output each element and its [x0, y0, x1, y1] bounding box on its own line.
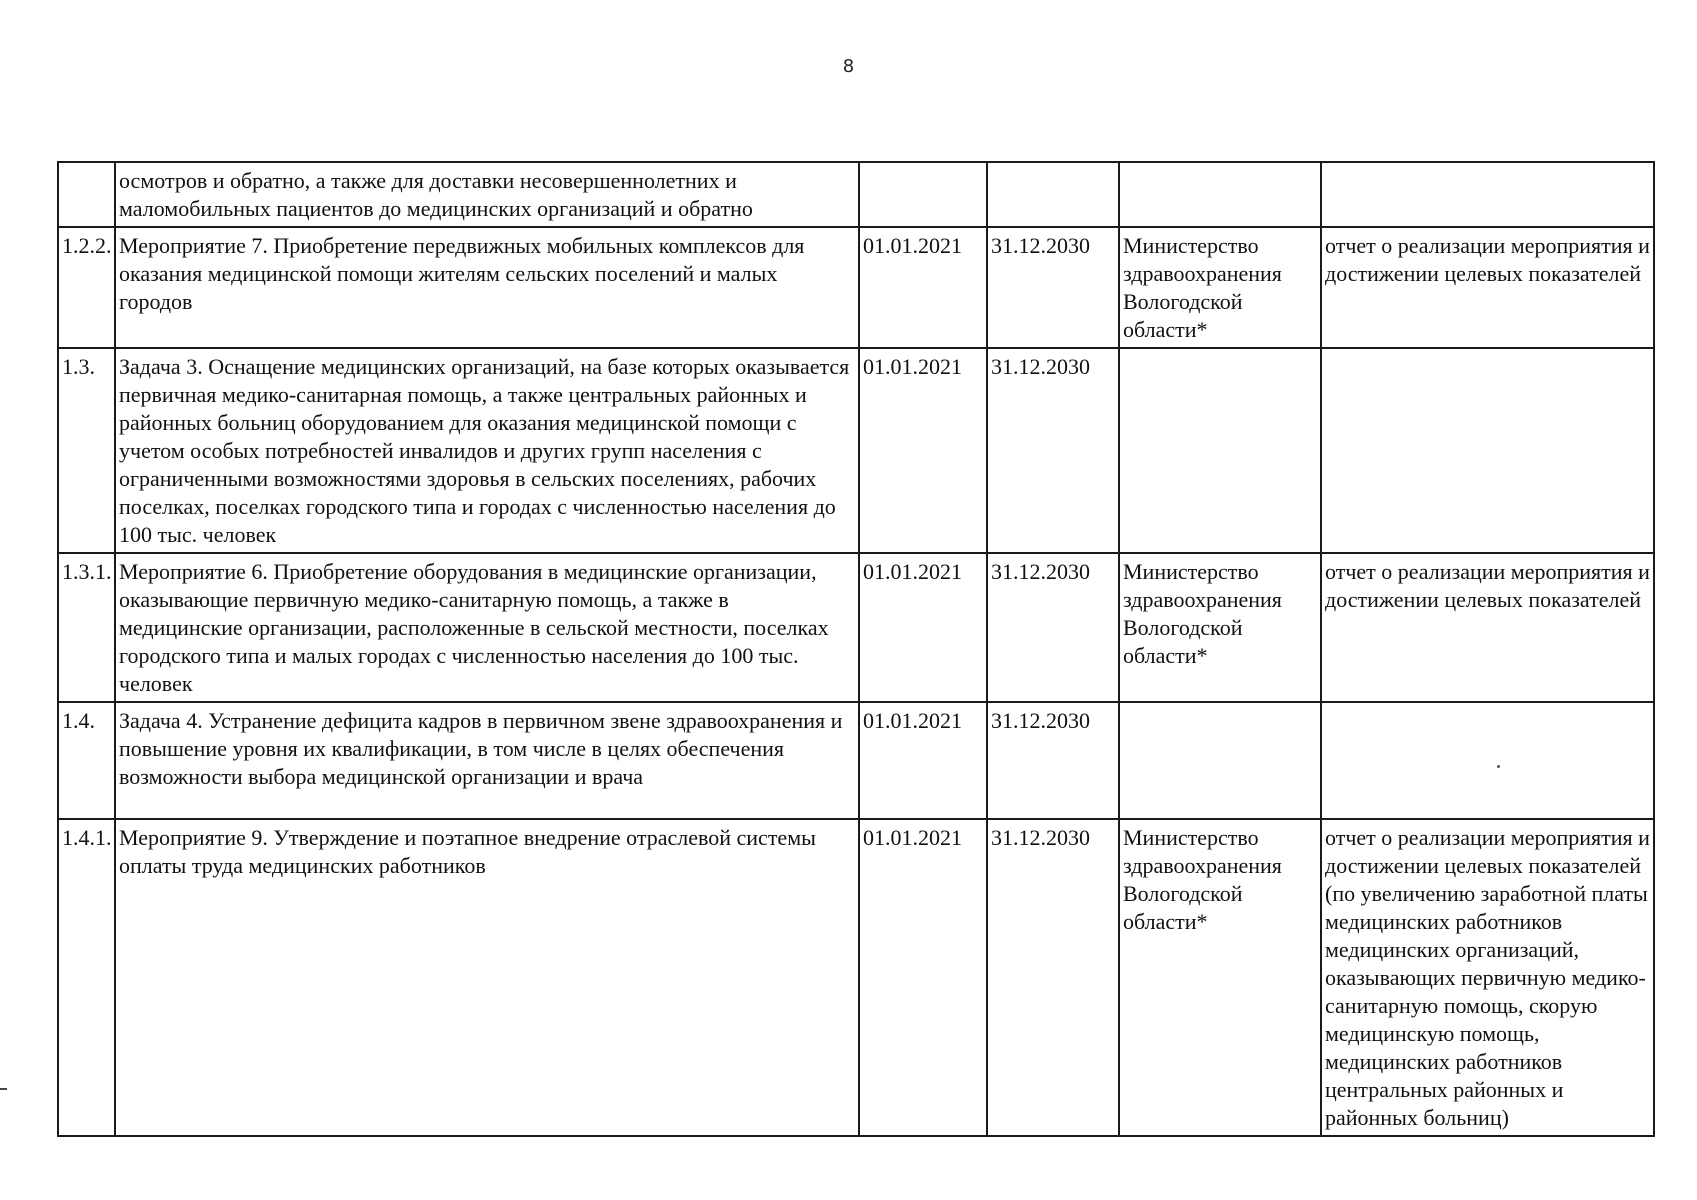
executor-cell [1119, 162, 1321, 227]
result-cell: отчет о реализации мероприятия и достижении целевых показателей [1321, 227, 1654, 348]
end-date-cell: 31.12.2030 [987, 553, 1119, 702]
end-date-cell: 31.12.2030 [987, 819, 1119, 1136]
row-number-cell: 1.3.1. [58, 553, 115, 702]
table-row [58, 162, 1654, 227]
executor-cell: Министерство здравоохранения Вологодской области* [1119, 553, 1321, 702]
end-date-cell [987, 162, 1119, 227]
row-number-cell [58, 162, 115, 227]
result-cell [1321, 348, 1654, 553]
start-date-cell: 01.01.2021 [859, 553, 987, 702]
scan-edge-mark [0, 1088, 7, 1090]
end-date-cell: 31.12.2030 [987, 227, 1119, 348]
end-date-cell: 31.12.2030 [987, 702, 1119, 819]
executor-cell: Министерство здравоохранения Вологодской области* [1119, 819, 1321, 1136]
result-cell [1321, 702, 1654, 819]
table-row [58, 348, 1654, 553]
row-number-cell: 1.4.1. [58, 819, 115, 1136]
executor-cell [1119, 348, 1321, 553]
start-date-cell: 01.01.2021 [859, 227, 987, 348]
table-row [58, 553, 1654, 702]
table-row [58, 819, 1654, 1136]
start-date-cell: 01.01.2021 [859, 819, 987, 1136]
result-cell: отчет о реализации мероприятия и достижении целевых показателей (по увеличению заработной платы медицинских работников медицинских организаций, оказывающих первичную медико-санитарную помощь, скорую медицинскую помощь, медицинских работников центральных районных и районных больниц) [1321, 819, 1654, 1136]
start-date-cell: 01.01.2021 [859, 702, 987, 819]
task-name-cell: Задача 3. Оснащение медицинских организаций, на базе которых оказывается первичная медико-санитарная помощь, а также центральных районных и районных больниц оборудованием для оказания медицинской помощи с учетом особых потребностей инвалидов и других групп населения с ограниченными возможностями здоровья в сельских поселениях, рабочих поселках, поселках городского типа и городах с численностью населения до 100 тыс. человек [115, 348, 859, 553]
measure-name-cell: Мероприятие 7. Приобретение передвижных мобильных комплексов для оказания медицинской помощи жителям сельских поселений и малых городов [115, 227, 859, 348]
result-cell: отчет о реализации мероприятия и достижении целевых показателей [1321, 553, 1654, 702]
row-number-cell: 1.2.2. [58, 227, 115, 348]
start-date-cell [859, 162, 987, 227]
measure-name-cell: Мероприятие 6. Приобретение оборудования в медицинские организации, оказывающие первичную медико-санитарную помощь, а также в медицинские организации, расположенные в сельской местности, поселках городского типа и малых городах с численностью населения до 100 тыс. человек [115, 553, 859, 702]
executor-cell: Министерство здравоохранения Вологодской области* [1119, 227, 1321, 348]
table-row [58, 227, 1654, 348]
start-date-cell: 01.01.2021 [859, 348, 987, 553]
page-number: 8 [842, 56, 855, 77]
task-name-cell: Задача 4. Устранение дефицита кадров в первичном звене здравоохранения и повышение уровня их квалификации, в том числе в целях обеспечения возможности выбора медицинской организации и врача [115, 702, 859, 819]
measure-name-cell: Мероприятие 9. Утверждение и поэтапное внедрение отраслевой системы оплаты труда медицинских работников [115, 819, 859, 1136]
executor-cell [1119, 702, 1321, 819]
row-number-cell: 1.4. [58, 702, 115, 819]
end-date-cell: 31.12.2030 [987, 348, 1119, 553]
row-number-cell: 1.3. [58, 348, 115, 553]
table-row [58, 702, 1654, 819]
measures-table [57, 161, 1655, 1137]
result-cell [1321, 162, 1654, 227]
measure-name-cell: осмотров и обратно, а также для доставки несовершеннолетних и маломобильных пациентов до медицинских организаций и обратно [115, 162, 859, 227]
